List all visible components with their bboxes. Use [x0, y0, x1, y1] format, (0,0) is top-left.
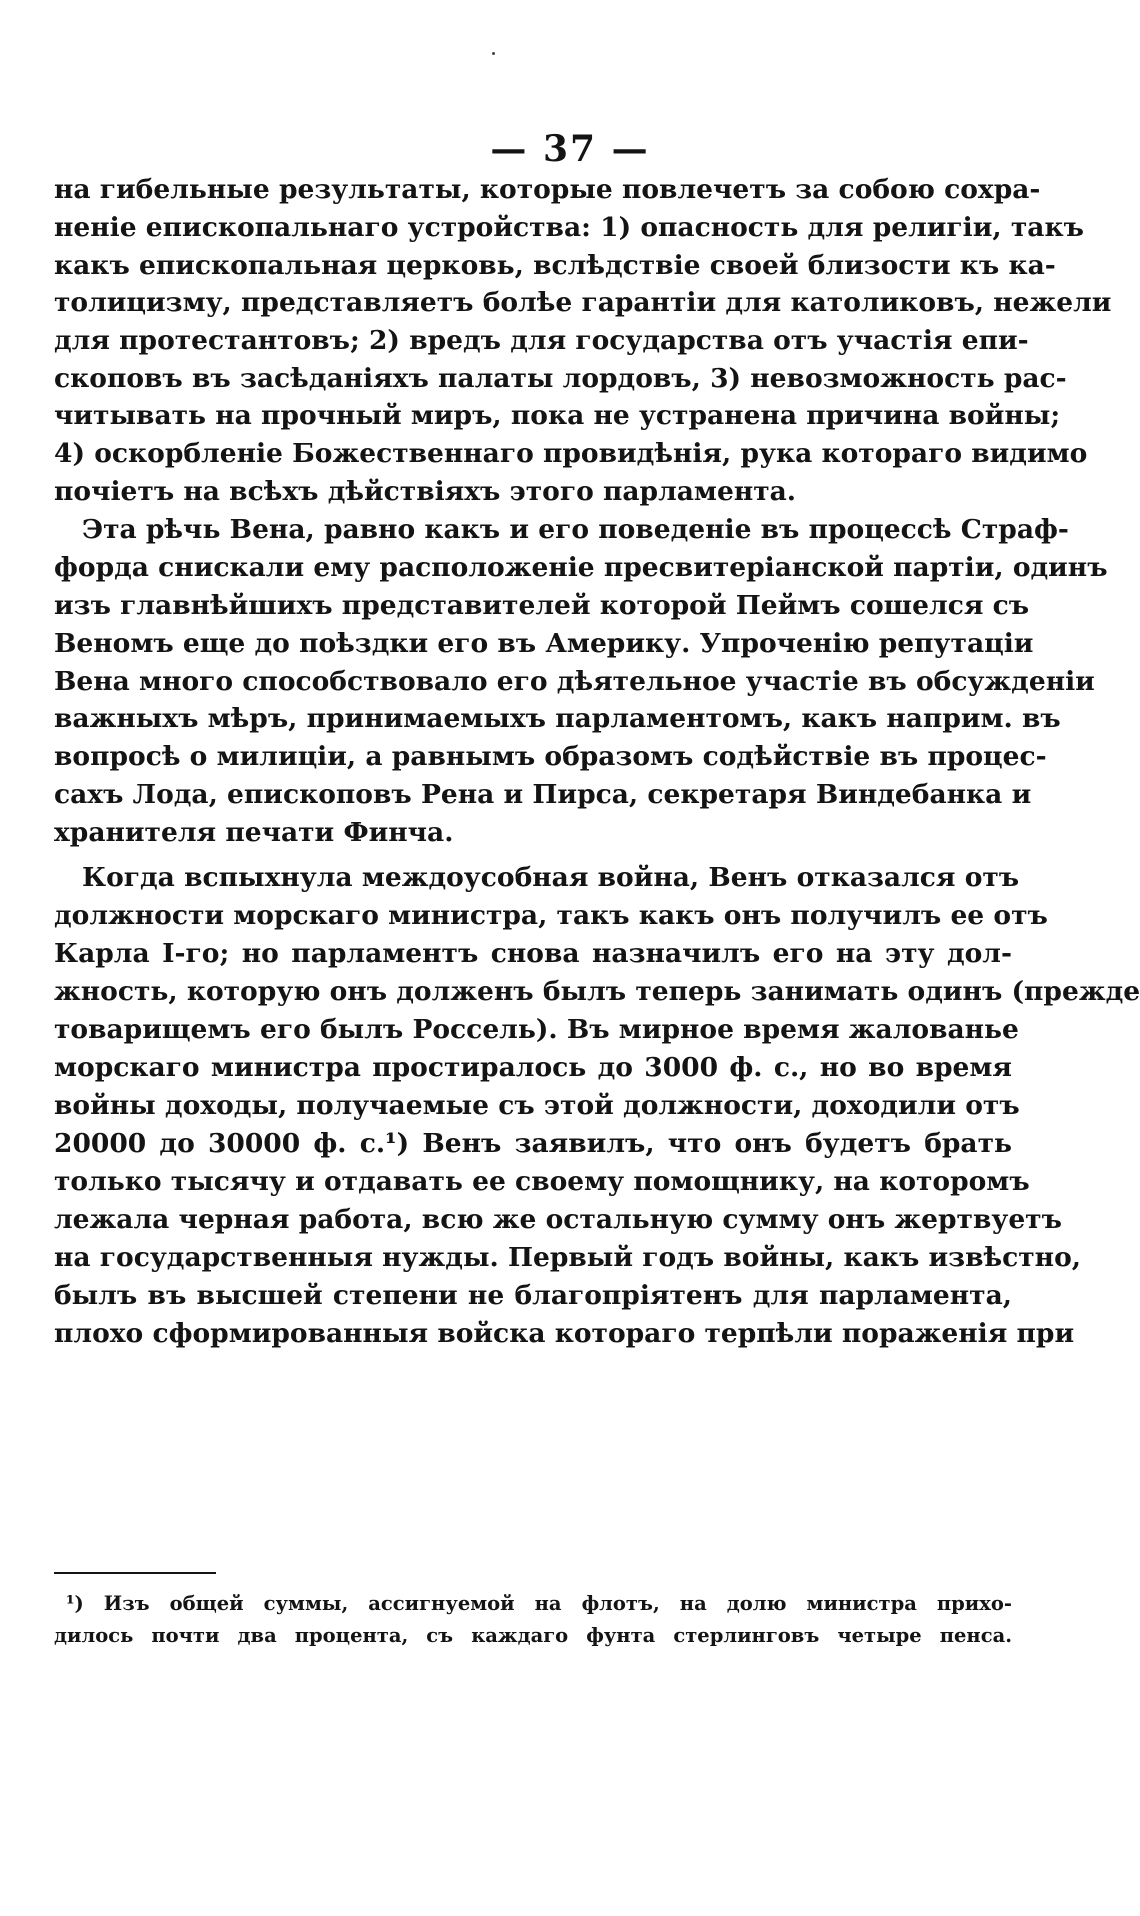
text-line: неніе епископальнаго устройства: 1) опасность для религіи, такъ	[54, 212, 1084, 243]
text-line: какъ епископальная церковь, вслѣдствіе своей близости къ ка-	[54, 250, 1056, 281]
text-line: товарищемъ его былъ Россель). Въ мирное время жалованье	[54, 1014, 1019, 1045]
text-line: важныхъ мѣръ, принимаемыхъ парламентомъ, какъ наприм. въ	[54, 703, 1061, 734]
text-line: Веномъ еще до поѣздки его въ Америку. Упроченію репутаціи	[54, 628, 1034, 659]
scan-speck	[492, 52, 495, 55]
page-number: — 37 —	[490, 128, 650, 170]
text-line: на гибельные результаты, которые повлечетъ за собою сохра-	[54, 174, 1041, 205]
paragraph-start-line: Эта рѣчь Вена, равно какъ и его поведеніе въ процессѣ Страф-	[82, 514, 1069, 545]
text-line: вопросѣ о милиціи, а равнымъ образомъ содѣйствіе въ процес-	[54, 741, 1047, 772]
footnote-line: ¹) Изъ общей суммы, ассигнуемой на флотъ, на долю министра прихо-	[66, 1592, 1012, 1615]
paragraph-start-line: Когда вспыхнула междоусобная война, Венъ отказался отъ	[82, 862, 1020, 893]
text-line: должности морскаго министра, такъ какъ онъ получилъ ее отъ	[54, 900, 1048, 931]
text-line: толицизму, представляетъ болѣе гарантіи для католиковъ, нежели	[54, 287, 1112, 318]
footnote-separator	[54, 1572, 216, 1574]
text-line: хранителя печати Финча.	[54, 817, 454, 848]
text-line: изъ главнѣйшихъ представителей которой Пеймъ сошелся съ	[54, 590, 1030, 621]
text-line: для протестантовъ; 2) вредъ для государства отъ участія епи-	[54, 325, 1029, 356]
text-line: скоповъ въ засѣданіяхъ палаты лордовъ, 3) невозможность рас-	[54, 363, 1067, 394]
text-line: жность, которую онъ долженъ былъ теперь занимать одинъ (прежде	[54, 976, 1140, 1007]
text-line: плохо сформированныя войска котораго терпѣли пораженія при	[54, 1318, 1075, 1349]
text-line: морскаго министра простиралось до 3000 ф. с., но во время	[54, 1052, 1012, 1083]
text-line: форда снискали ему расположеніе пресвитеріанской партіи, одинъ	[54, 552, 1108, 583]
text-line: Вена много способствовало его дѣятельное участіе въ обсужденіи	[54, 666, 1095, 697]
text-line: сахъ Лода, епископовъ Рена и Пирса, секретаря Виндебанка и	[54, 779, 1032, 810]
footnote-line: дилось почти два процента, съ каждаго фунта стерлинговъ четыре пенса.	[54, 1624, 1012, 1647]
text-line: почіетъ на всѣхъ дѣйствіяхъ этого парламента.	[54, 476, 797, 507]
text-line: читывать на прочный миръ, пока не устранена причина войны;	[54, 400, 1061, 431]
text-line: былъ въ высшей степени не благопріятенъ для парламента,	[54, 1280, 1012, 1311]
text-line: 20000 до 30000 ф. с.¹) Венъ заявилъ, что онъ будетъ брать	[54, 1128, 1012, 1159]
text-line: войны доходы, получаемые съ этой должности, доходили отъ	[54, 1090, 1020, 1121]
text-line: только тысячу и отдавать ее своему помощнику, на которомъ	[54, 1166, 1030, 1197]
text-line: Карла I-го; но парламентъ снова назначилъ его на эту дол-	[54, 938, 1012, 969]
text-line: на государственныя нужды. Первый годъ войны, какъ извѣстно,	[54, 1242, 1081, 1273]
text-line: 4) оскорбленіе Божественнаго провидѣнія, рука котораго видимо	[54, 438, 1088, 469]
text-line: лежала черная работа, всю же остальную сумму онъ жертвуетъ	[54, 1204, 1062, 1235]
